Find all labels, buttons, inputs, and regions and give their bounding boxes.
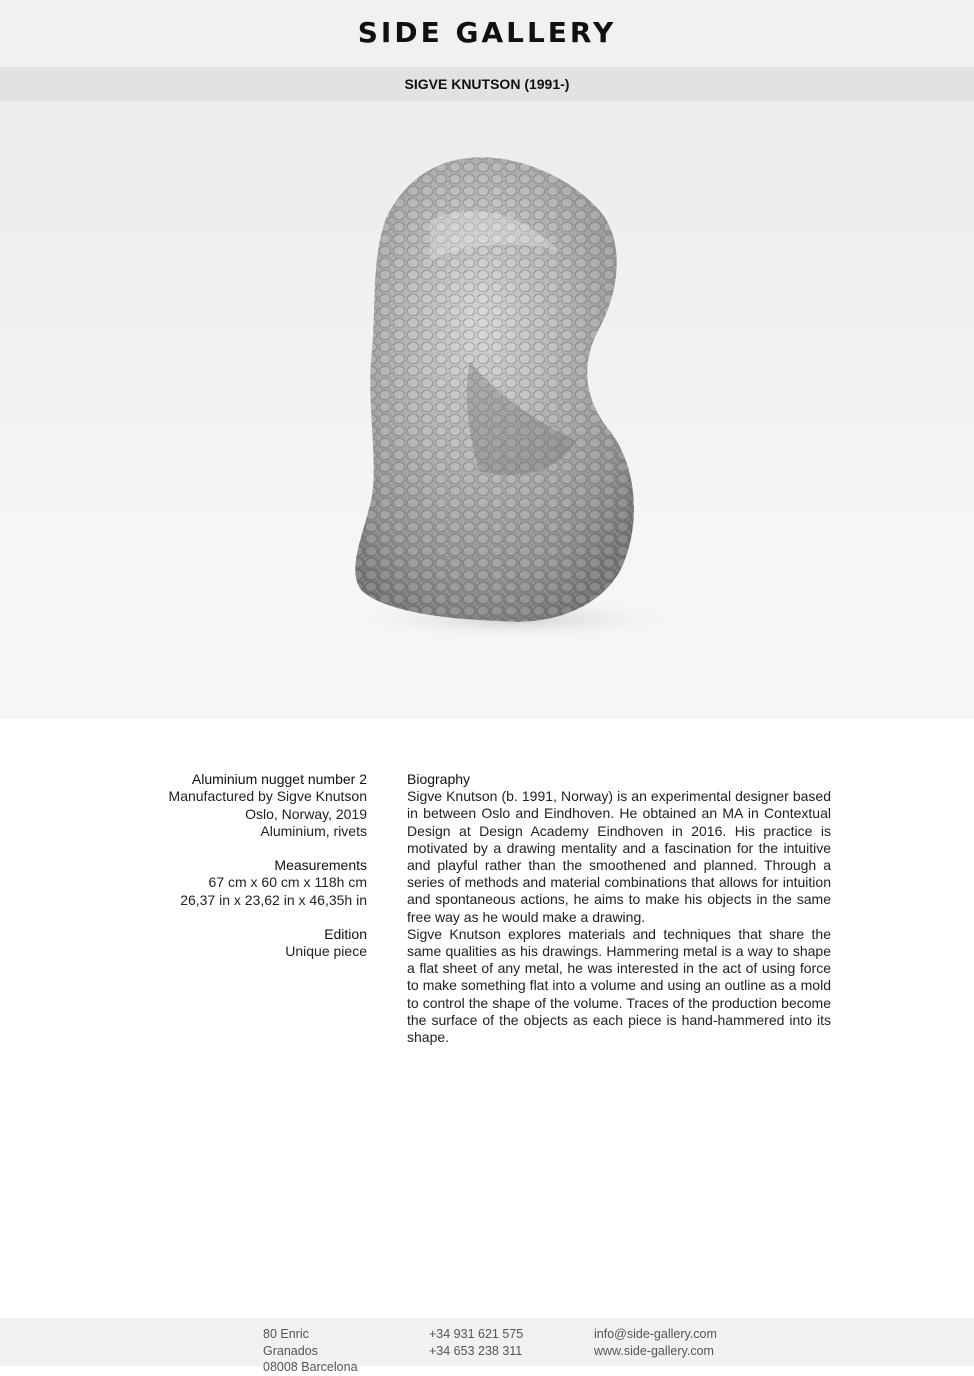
address-line-1: 80 Enric Granados: [263, 1327, 318, 1358]
footer-phones: [429, 1326, 539, 1359]
artwork-place-year: Oslo, Norway, 2019: [245, 805, 367, 822]
address-line-2: 08008 Barcelona: [263, 1360, 358, 1374]
biography-section: [407, 771, 831, 1046]
edition-heading: Edition: [324, 926, 367, 943]
gallery-logo: SIDE GALLERY: [357, 16, 617, 49]
biography-paragraph-1: Sigve Knutson (b. 1991, Norway) is an experimental designer based in between Oslo and Eindhoven. He obtained an MA in Contextual Design at Design Academy Eindhoven in 2016. His practice is motivated by a drawing mentality and a fascination for the intuitive and playful rather than the smoothened and planned. Through a series of methods and material combinations that allows for intuition and spontaneous actions, he aims to make his objects in the same free way as he would make a drawing.: [407, 788, 831, 925]
phone-2: +34 653 238 311: [429, 1343, 523, 1358]
measurements-in: 26,37 in x 23,62 in x 46,35h in: [180, 891, 367, 908]
biography-heading: Biography: [407, 771, 471, 787]
artwork-materials: Aluminium, rivets: [260, 822, 367, 839]
artist-name: SIGVE KNUTSON (1991-): [404, 76, 570, 92]
email-link[interactable]: info@side-gallery.com: [594, 1327, 717, 1341]
measurements-cm: 67 cm x 60 cm x 118h cm: [208, 874, 367, 891]
footer-address: [263, 1326, 365, 1376]
artwork-photo: [0, 101, 974, 719]
measurements-heading: Measurements: [274, 857, 367, 874]
website-link[interactable]: www.side-gallery.com: [594, 1343, 714, 1358]
footer-contact: [594, 1326, 724, 1359]
phone-1: +34 931 621 575: [429, 1327, 524, 1341]
artwork-details: [100, 771, 367, 961]
artwork-title: Aluminium nugget number 2: [191, 771, 367, 787]
biography-paragraph-2: Sigve Knutson explores materials and techniques that share the same qualities as his drawings. Hammering metal is a way to shape a flat sheet of any metal, he was interested in the act of using force to make something flat into a volume and using an outline as a mold to control the shape of the volume. Traces of the production become the surface of the objects as each piece is hand-hammered into its shape.: [407, 925, 831, 1046]
artwork-maker: Manufactured by Sigve Knutson: [168, 788, 367, 805]
sculpture-image: [0, 101, 974, 719]
edition-value: Unique piece: [285, 943, 367, 960]
